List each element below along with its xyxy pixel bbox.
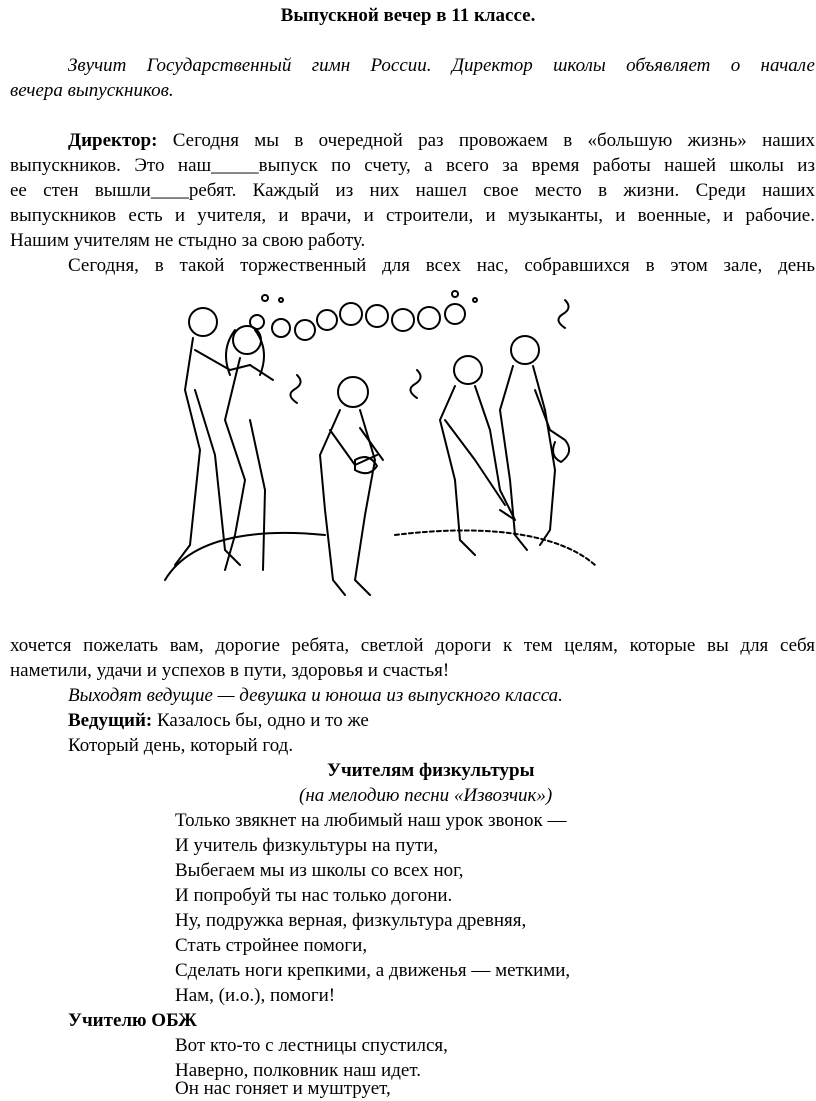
song2-line: Вот кто-то с лестницы спустился, (175, 1035, 448, 1056)
song1-line: Стать стройнее помоги, (175, 935, 368, 956)
host-text-1: Казалось бы, одно и то же (156, 710, 369, 731)
stage-note (68, 683, 563, 708)
director-text-1: Сегодня мы в очередной раз провожаем в «большую жизнь» наших (172, 130, 816, 151)
page-title: Выпускной вечер в 11 классе. (280, 5, 536, 26)
balloon-garland (250, 291, 569, 403)
host-line-2: Который день, который год. (68, 735, 294, 756)
intro-text-2: вечера выпускников. (10, 80, 174, 101)
song2-line: Наверно, полковник наш идет. (175, 1060, 421, 1081)
intro-line-1 (68, 53, 815, 78)
director-line-5: Нашим учителям не стыдно за свою работу. (10, 230, 366, 251)
director-line-4: выпускников есть и учителя, и врачи, и строители, и музыканты, и военные, и рабочие. (10, 205, 815, 226)
song1-melody (299, 783, 552, 808)
song1-line: Выбегаем мы из школы со всех ног, (175, 860, 464, 881)
stage-note-text: Выходят ведущие — девушка и юноша из выпускного класса. (68, 685, 563, 706)
host-speaker: Ведущий: (68, 710, 153, 731)
song1-line: Только звякнет на любимый наш урок звонок — (175, 810, 567, 831)
dancing-boy-center (320, 377, 383, 595)
song2-heading: Учителю ОБЖ (68, 1010, 197, 1031)
director-line-7: хочется пожелать вам, дорогие ребята, светлой дороги к тем целям, которые вы для себя (10, 635, 815, 656)
director-speaker: Директор: (68, 130, 158, 151)
intro-line-2 (10, 78, 174, 103)
song1-melody-text: (на мелодию песни «Извозчик») (299, 785, 553, 806)
director-line-2: выпускников. Это наш_____выпуск по счету, а всего за время работы нашей школы из (10, 155, 815, 176)
song1-line: Сделать ноги крепкими, а движенья — меткими, (175, 960, 571, 981)
director-line-1 (68, 128, 815, 153)
director-line-8: наметили, удачи и успехов в пути, здоровья и счастья! (10, 660, 450, 681)
song2-line: Он нас гоняет и муштрует, (175, 1078, 391, 1099)
song1-line: Нам, (и.о.), помоги! (175, 985, 336, 1006)
dancing-couple (175, 308, 273, 570)
song1-line: Ну, подружка верная, физкультура древняя, (175, 910, 527, 931)
song1-line: И учитель физкультуры на пути, (175, 835, 439, 856)
intro-text-1: Звучит Государственный гимн России. Директор школы объявляет о начале (68, 55, 815, 76)
song1-heading: Учителям физкультуры (327, 760, 535, 781)
song1-line: И попробуй ты нас только догони. (175, 885, 453, 906)
dancing-boys-right (440, 336, 569, 555)
director-line-6: Сегодня, в такой торжественный для всех нас, собравшихся в этом зале, день (68, 255, 815, 276)
host-line-1 (68, 708, 369, 733)
director-line-3: ее стен вышли____ребят. Каждый из них нашел свое место в жизни. Среди наших (10, 180, 815, 201)
dancing-graduates-illustration (155, 280, 600, 610)
